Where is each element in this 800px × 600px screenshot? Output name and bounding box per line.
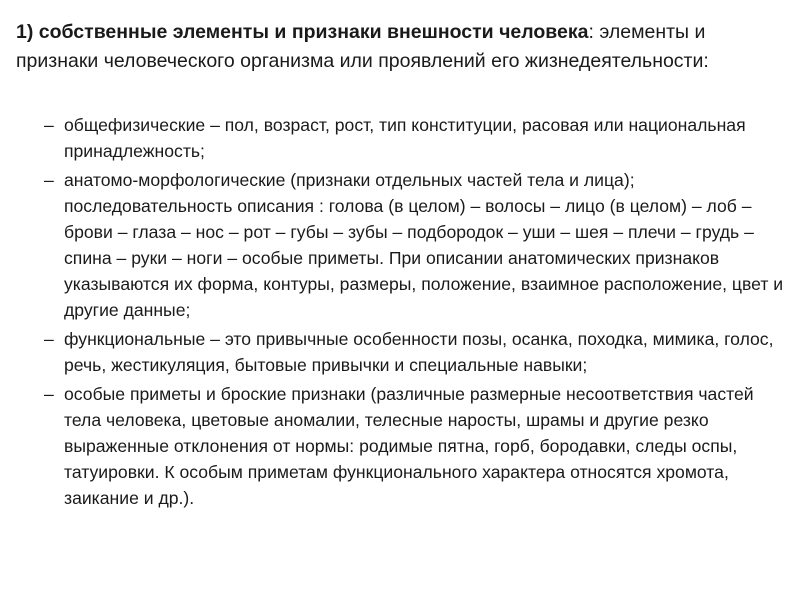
- intro-colon: :: [588, 21, 594, 43]
- dash-bullet: –: [44, 384, 54, 404]
- intro-paragraph: [16, 18, 786, 76]
- list-item-general-physical: [44, 112, 784, 164]
- dash-bullet: –: [44, 329, 54, 349]
- list-item-functional: [44, 326, 784, 378]
- intro-bold-heading: собственные элементы и признаки внешности человека: [38, 21, 589, 43]
- feature-list: [44, 112, 784, 514]
- list-item-text: общефизические – пол, возраст, рост, тип конституции, расовая или национальная принадлежность;: [64, 115, 746, 161]
- list-item-special-marks: [44, 381, 784, 511]
- list-item-text: функциональные – это привычные особенности позы, осанка, походка, мимика, голос, речь, жестикуляция, бытовые привычки и специальные навыки;: [64, 329, 774, 375]
- list-item-text: особые приметы и броские признаки (различные размерные несоответствия частей тела человека, цветовые аномалии, телесные наросты, шрамы и другие резко выраженные отклонения от нормы: родимые пятна, горб, бородавки, следы оспы, татуировки. К особым приметам функционального характера относятся хромота, заикание и др.).: [64, 384, 754, 508]
- intro-number: 1): [16, 21, 39, 43]
- list-item-anatomical: [44, 167, 784, 323]
- dash-bullet: –: [44, 115, 54, 135]
- list-item-text: анатомо-морфологические (признаки отдельных частей тела и лица); последовательность описания : голова (в целом) – волосы – лицо (в целом) – лоб – брови – глаза – нос – рот – губы – зубы – подбородок – уши – шея – плечи – грудь – спина – руки – ноги – особые приметы. При описании анатомических признаков указываются их форма, контуры, размеры, положение, взаимное расположение, цвет и другие данные;: [64, 170, 784, 320]
- intro-rest: элементы и признаки человеческого организма или проявлений его жизнедеятельности:: [16, 21, 709, 72]
- dash-bullet: –: [44, 170, 54, 190]
